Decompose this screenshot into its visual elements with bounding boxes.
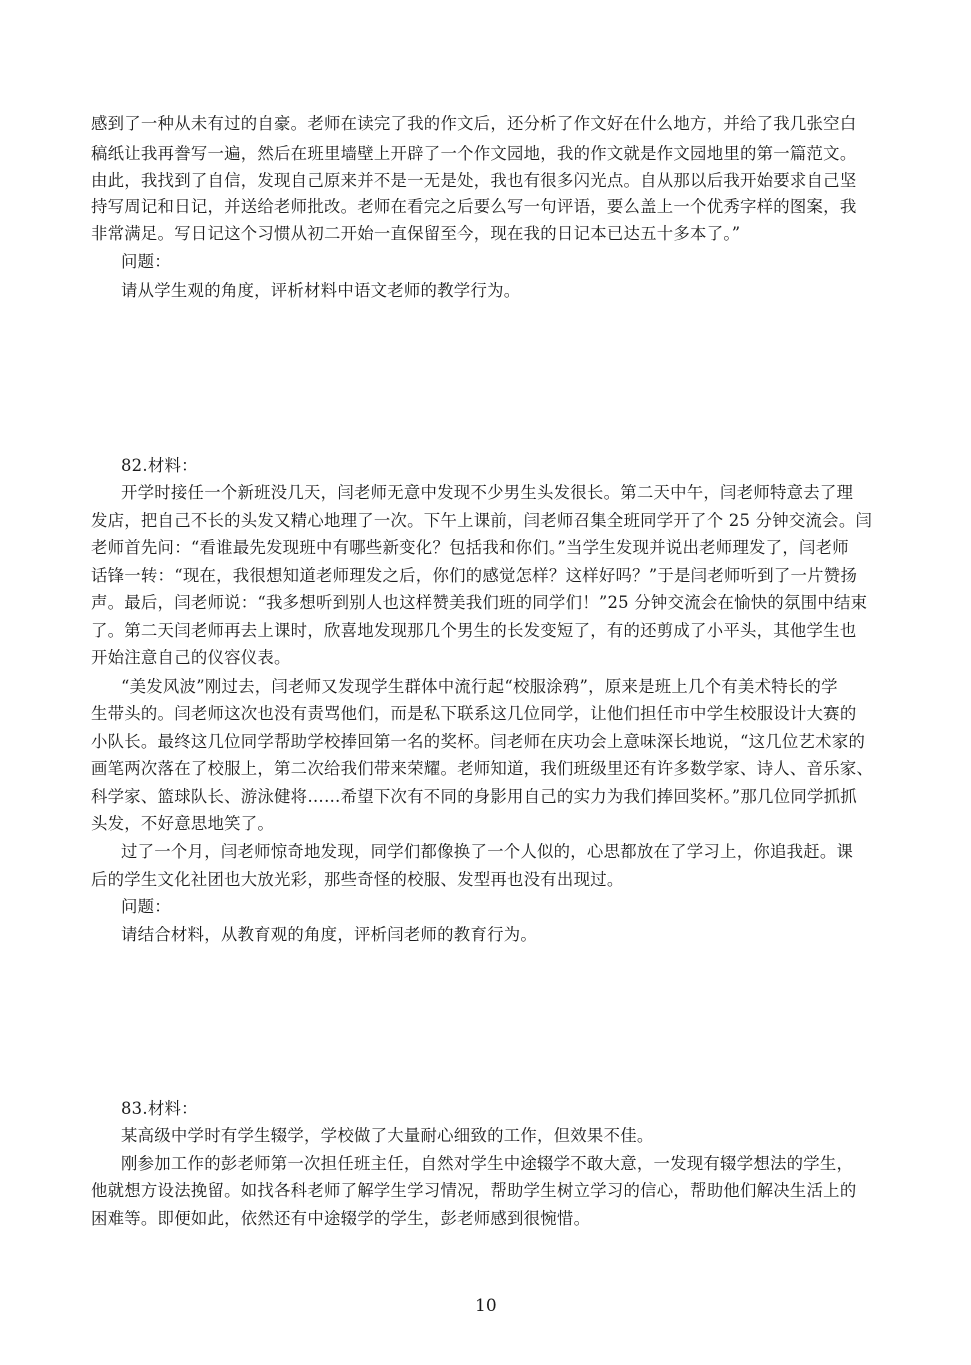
paragraph-line: 持写周记和日记，并送给老师批改。老师在看完之后要么写一句评语，要么盖上一个优秀字样的图案，我 bbox=[91, 197, 857, 216]
paragraph-line: 了。第二天闫老师再去上课时，欣喜地发现那几个男生的长发变短了，有的还剪成了小平头，其他学生也 bbox=[91, 621, 857, 640]
paragraph-line: 发店，把自己不长的头发又精心地理了一次。下午上课前，闫老师召集全班同学开了个 25 分钟交流会。闫 bbox=[91, 511, 873, 530]
paragraph-line: 他就想方设法挽留。如找各科老师了解学生学习情况，帮助学生树立学习的信心，帮助他们解决生活上的 bbox=[91, 1181, 857, 1200]
paragraph-line: 老师首先问：“看谁最先发现班中有哪些新变化？包括我和你们。”当学生发现并说出老师理发了，闫老师 bbox=[91, 538, 849, 557]
paragraph-line: 声。最后，闫老师说：“我多想听到别人也这样赞美我们班的同学们！”25 分钟交流会在愉快的氛围中结束 bbox=[91, 593, 868, 612]
question-text: 请结合材料，从教育观的角度，评析闫老师的教育行为。 bbox=[121, 925, 538, 944]
paragraph-line: 由此，我找到了自信，发现自己原来并不是一无是处，我也有很多闪光点。自从那以后我开始要求自己坚 bbox=[91, 171, 857, 190]
section-heading: 83.材料： bbox=[121, 1099, 198, 1118]
paragraph-line: 过了一个月，闫老师惊奇地发现，同学们都像换了一个人似的，心思都放在了学习上，你追我赶。课 bbox=[121, 842, 854, 861]
paragraph-line: 开始注意自己的仪容仪表。 bbox=[91, 648, 291, 667]
paragraph-line: 小队长。最终这几位同学帮助学校捧回第一名的奖杯。闫老师在庆功会上意味深长地说，“这几位艺术家的 bbox=[91, 732, 866, 751]
paragraph-line: 非常满足。写日记这个习惯从初二开始一直保留至今，现在我的日记本已达五十多本了。” bbox=[91, 224, 741, 243]
question-text: 请从学生观的角度，评析材料中语文老师的教学行为。 bbox=[121, 281, 521, 300]
paragraph-line: 某高级中学时有学生辍学，学校做了大量耐心细致的工作，但效果不佳。 bbox=[121, 1126, 654, 1145]
paragraph-line: 后的学生文化社团也大放光彩，那些奇怪的校服、发型再也没有出现过。 bbox=[91, 870, 624, 889]
paragraph-line: “美发风波”刚过去，闫老师又发现学生群体中流行起“校服涂鸦”，原来是班上几个有美术特长的学 bbox=[121, 677, 838, 696]
paragraph-line: 科学家、篮球队长、游泳健将……希望下次有不同的身影用自己的实力为我们捧回奖杯。”那几位同学抓抓 bbox=[91, 787, 857, 806]
question-label: 问题： bbox=[121, 897, 171, 916]
paragraph-line: 画笔两次落在了校服上，第二次给我们带来荣耀。老师知道，我们班级里还有许多数学家、诗人、音乐家、 bbox=[91, 759, 874, 778]
paragraph-line: 生带头的。闫老师这次也没有责骂他们，而是私下联系这几位同学，让他们担任市中学生校服设计大赛的 bbox=[91, 704, 857, 723]
paragraph-line: 刚参加工作的彭老师第一次担任班主任，自然对学生中途辍学不敢大意，一发现有辍学想法的学生， bbox=[121, 1154, 854, 1173]
paragraph-line: 稿纸让我再誊写一遍，然后在班里墙壁上开辟了一个作文园地，我的作文就是作文园地里的第一篇范文。 bbox=[91, 144, 857, 163]
paragraph-line: 开学时接任一个新班没几天，闫老师无意中发现不少男生头发很长。第二天中午，闫老师特意去了理 bbox=[121, 483, 854, 502]
paragraph-line: 头发，不好意思地笑了。 bbox=[91, 814, 275, 833]
page-number: 10 bbox=[475, 1296, 497, 1316]
paragraph-line: 感到了一种从未有过的自豪。老师在读完了我的作文后，还分析了作文好在什么地方，并给了我几张空白 bbox=[91, 114, 857, 133]
section-heading: 82.材料： bbox=[121, 456, 198, 475]
paragraph-line: 困难等。即便如此，依然还有中途辍学的学生，彭老师感到很惋惜。 bbox=[91, 1209, 591, 1228]
paragraph-line: 话锋一转：“现在，我很想知道老师理发之后，你们的感觉怎样？这样好吗？”于是闫老师听到了一片赞扬 bbox=[91, 566, 858, 585]
question-label: 问题： bbox=[121, 252, 171, 271]
